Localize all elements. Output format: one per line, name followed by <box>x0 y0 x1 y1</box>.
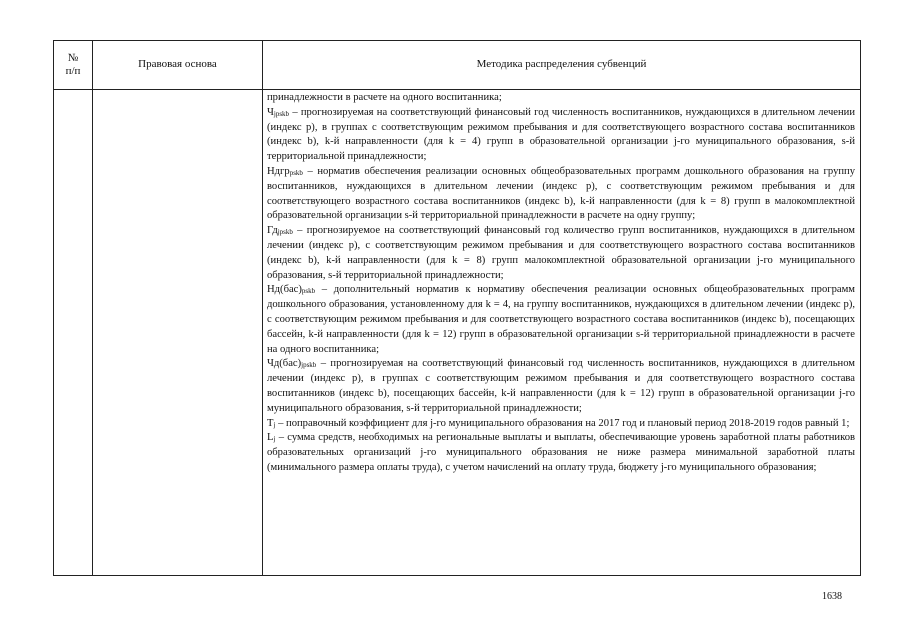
table-left-border <box>53 40 54 576</box>
paragraph: принадлежности в расчете на одного воспитанника; <box>267 92 502 103</box>
header-method: Методика распределения субвенций <box>476 58 647 70</box>
paragraph: $L_j$ – сумма средств, необходимых на региональные выплаты и выплаты, обеспечивающие уровень заработной платы работников образовательных организаций j-го муниципального образования не ниже размера минимальной заработной платы (минимального размера оплаты труда), с учетом начислений на оплату труда, бюджету j-го муниципального образования; <box>267 432 855 473</box>
paragraph: $Ч_{jpskb}$ – прогнозируемая на соответствующий финансовый год численность воспитанников, нуждающихся в длительном лечении (индекс p), в группах с соответствующим режимом пребывания и для соответствующего возрастного состава воспитанников (индекс b), k-й направленности (для k = 4) групп в образовательной организации j-го муниципального образования, s-й территориальной принадлежности; <box>267 106 855 163</box>
paragraph: $Нд(бас)_{pskb}$ – дополнительный норматив к нормативу обеспечения реализации основных общеобразовательных программ дошкольного образования, установленному для k = 4, на группу воспитанников, нуждающихся в длительном лечении (индекс p), с соответствующим режимом пребывания и для соответствующего возрастного состава воспитанников (индекс b), посещающих бассейн, k-й направленности (для k = 12) групп в образовательной организации s-й территориальной принадлежности в расчете на одного воспитанника; <box>267 284 855 355</box>
table-bottom-border <box>53 575 861 576</box>
col-divider-1 <box>92 40 93 576</box>
paragraph: $Т_j$ – поправочный коэффициент для j-го муниципального образования на 2017 год и плановый период 2018-2019 годов равный 1; <box>267 417 850 429</box>
paragraph: $Чд(бас)_{jpskb}$ – прогнозируемая на соответствующий финансовый год численность воспитанников, нуждающихся в длительном лечении (индекс p), в группах с соответствующим режимом пребывания и для соответствующего возрастного состава воспитанников (индекс b), посещающих бассейн, k-й направленности (для k = 12) групп в образовательной организации j-го муниципального образования, s-й территориальной принадлежности; <box>267 358 855 414</box>
header-num: № п/п <box>65 52 81 77</box>
col-divider-2 <box>262 40 263 576</box>
table-top-border <box>53 40 861 41</box>
page-number: 1638 <box>822 591 842 602</box>
paragraph: $Гд_{jpskb}$ – прогнозируемое на соответствующий финансовый год количество групп воспитанников, нуждающихся в длительном лечении (индекс p), с соответствующим режимом пребывания и для соответствующего возрастного состава воспитанников (индекс b), k-й направленности (для k = 8) групп малокомплектной образовательной организации j-го муниципального образования, s-й территориальной принадлежности; <box>267 225 855 281</box>
paragraph: Ндгр$_{pskb}$ – норматив обеспечения реализации основных общеобразовательных программ дошкольного образования на группу воспитанников, нуждающихся в длительном лечении (индекс p), с соответствующим режимом пребывания и для соответствующего возрастного состава воспитанников (индекс b), k-й направленности (для k = 8) групп в малокомплектной образовательной организации s-й территориальной принадлежности в расчете на одну группу; <box>267 165 855 222</box>
header-legal-basis: Правовая основа <box>138 58 217 70</box>
header-divider <box>53 89 861 90</box>
method-text <box>267 91 855 476</box>
table-right-border <box>860 40 861 576</box>
